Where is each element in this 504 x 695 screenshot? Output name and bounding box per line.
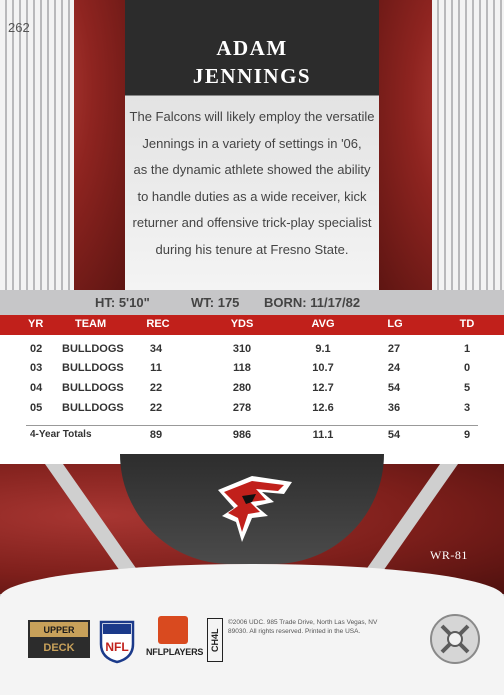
nfl-shield-logo-icon <box>98 618 136 664</box>
bottom-panel <box>0 464 504 695</box>
totals-rec: 89 <box>149 429 163 441</box>
stat-lg: 54 <box>387 382 401 394</box>
stats-row <box>0 380 504 399</box>
totals-yds: 986 <box>232 429 252 441</box>
stat-team: BULLDOGS <box>62 362 124 374</box>
stat-rec: 34 <box>149 343 163 355</box>
player-vitals <box>0 290 504 315</box>
vitals-height: HT: 5'10" <box>95 295 150 310</box>
falcons-logo-icon <box>212 472 298 548</box>
totals-label: 4-Year Totals <box>30 429 92 440</box>
stat-lg: 36 <box>387 402 401 414</box>
stat-yr: 02 <box>30 343 43 355</box>
product-code-box: CH4L <box>207 618 223 662</box>
totals-avg: 11.1 <box>312 429 334 441</box>
stat-yds: 280 <box>232 382 252 394</box>
card-number: 262 <box>8 20 30 35</box>
svg-text:DECK: DECK <box>43 642 75 654</box>
stat-td: 5 <box>463 382 471 394</box>
stat-td: 1 <box>463 343 471 355</box>
nfl-players-text: NFLPLAYERS <box>146 647 204 657</box>
col-header-yr: YR <box>28 318 44 330</box>
stat-td: 3 <box>463 402 471 414</box>
stat-team: BULLDOGS <box>62 343 124 355</box>
upper-deck-logo-icon <box>28 620 90 658</box>
striped-panel-left <box>0 0 74 290</box>
stats-totals-row <box>0 426 504 446</box>
col-header-avg: AVG <box>311 318 335 330</box>
position-code: WR-81 <box>430 548 468 562</box>
svg-text:NFL: NFL <box>105 640 129 654</box>
stat-yds: 118 <box>233 362 251 374</box>
stat-yds: 310 <box>232 343 252 355</box>
bio-line: The Falcons will likely employ the versatile <box>129 109 375 124</box>
stats-row <box>0 341 504 360</box>
vitals-weight: WT: 175 <box>191 295 240 310</box>
nfl-players-mark-icon <box>158 616 188 644</box>
col-header-team: TEAM <box>75 318 107 330</box>
nfl-players-logo <box>146 616 204 666</box>
hologram-emblem-icon <box>428 612 482 666</box>
stat-avg: 12.7 <box>312 382 334 394</box>
player-last-name: JENNINGS <box>192 64 312 88</box>
stat-yr: 04 <box>30 382 43 394</box>
bio-line: during his tenure at Fresno State. <box>155 241 349 257</box>
stat-yr: 05 <box>30 402 43 414</box>
stat-lg: 24 <box>387 362 401 374</box>
striped-panel-right <box>432 0 504 290</box>
col-header-rec: REC <box>146 318 170 330</box>
legal-line: 89030. All rights reserved. Printed in the USA. <box>228 628 361 635</box>
stat-rec: 22 <box>149 402 163 414</box>
totals-td: 9 <box>463 429 471 441</box>
vitals-born: BORN: 11/17/82 <box>264 295 361 310</box>
stat-yds: 278 <box>232 402 252 414</box>
svg-text:UPPER: UPPER <box>43 625 75 635</box>
stat-yr: 03 <box>30 362 43 374</box>
bio-line: as the dynamic athlete showed the ability <box>133 162 371 177</box>
stat-avg: 9.1 <box>315 343 331 355</box>
bio-line: returner and offensive trick-play specialist <box>132 215 372 230</box>
stat-rec: 11 <box>150 362 162 374</box>
player-text-panel <box>125 0 379 290</box>
col-header-yds: YDS <box>230 318 254 330</box>
stat-team: BULLDOGS <box>62 382 124 394</box>
stats-row <box>0 400 504 419</box>
stat-team: BULLDOGS <box>62 402 124 414</box>
legal-text <box>228 618 418 636</box>
stat-avg: 10.7 <box>312 362 334 374</box>
player-first-name: ADAM <box>216 36 288 60</box>
stats-section <box>0 290 504 464</box>
totals-lg: 54 <box>387 429 401 441</box>
col-header-td: TD <box>459 318 475 330</box>
legal-line: ©2006 UDC. 985 Trade Drive, North Las Vegas, NV <box>228 619 378 626</box>
stat-rec: 22 <box>149 382 163 394</box>
bio-line: to handle duties as a wide receiver, kick <box>137 188 367 204</box>
stat-avg: 12.6 <box>312 402 334 414</box>
stat-td: 0 <box>463 362 471 374</box>
player-bio <box>125 104 379 263</box>
col-header-lg: LG <box>387 318 403 330</box>
stats-row <box>0 360 504 379</box>
stats-header-row <box>0 315 504 335</box>
bio-line: Jennings in a variety of settings in '06, <box>142 135 362 151</box>
stat-lg: 27 <box>387 343 401 355</box>
